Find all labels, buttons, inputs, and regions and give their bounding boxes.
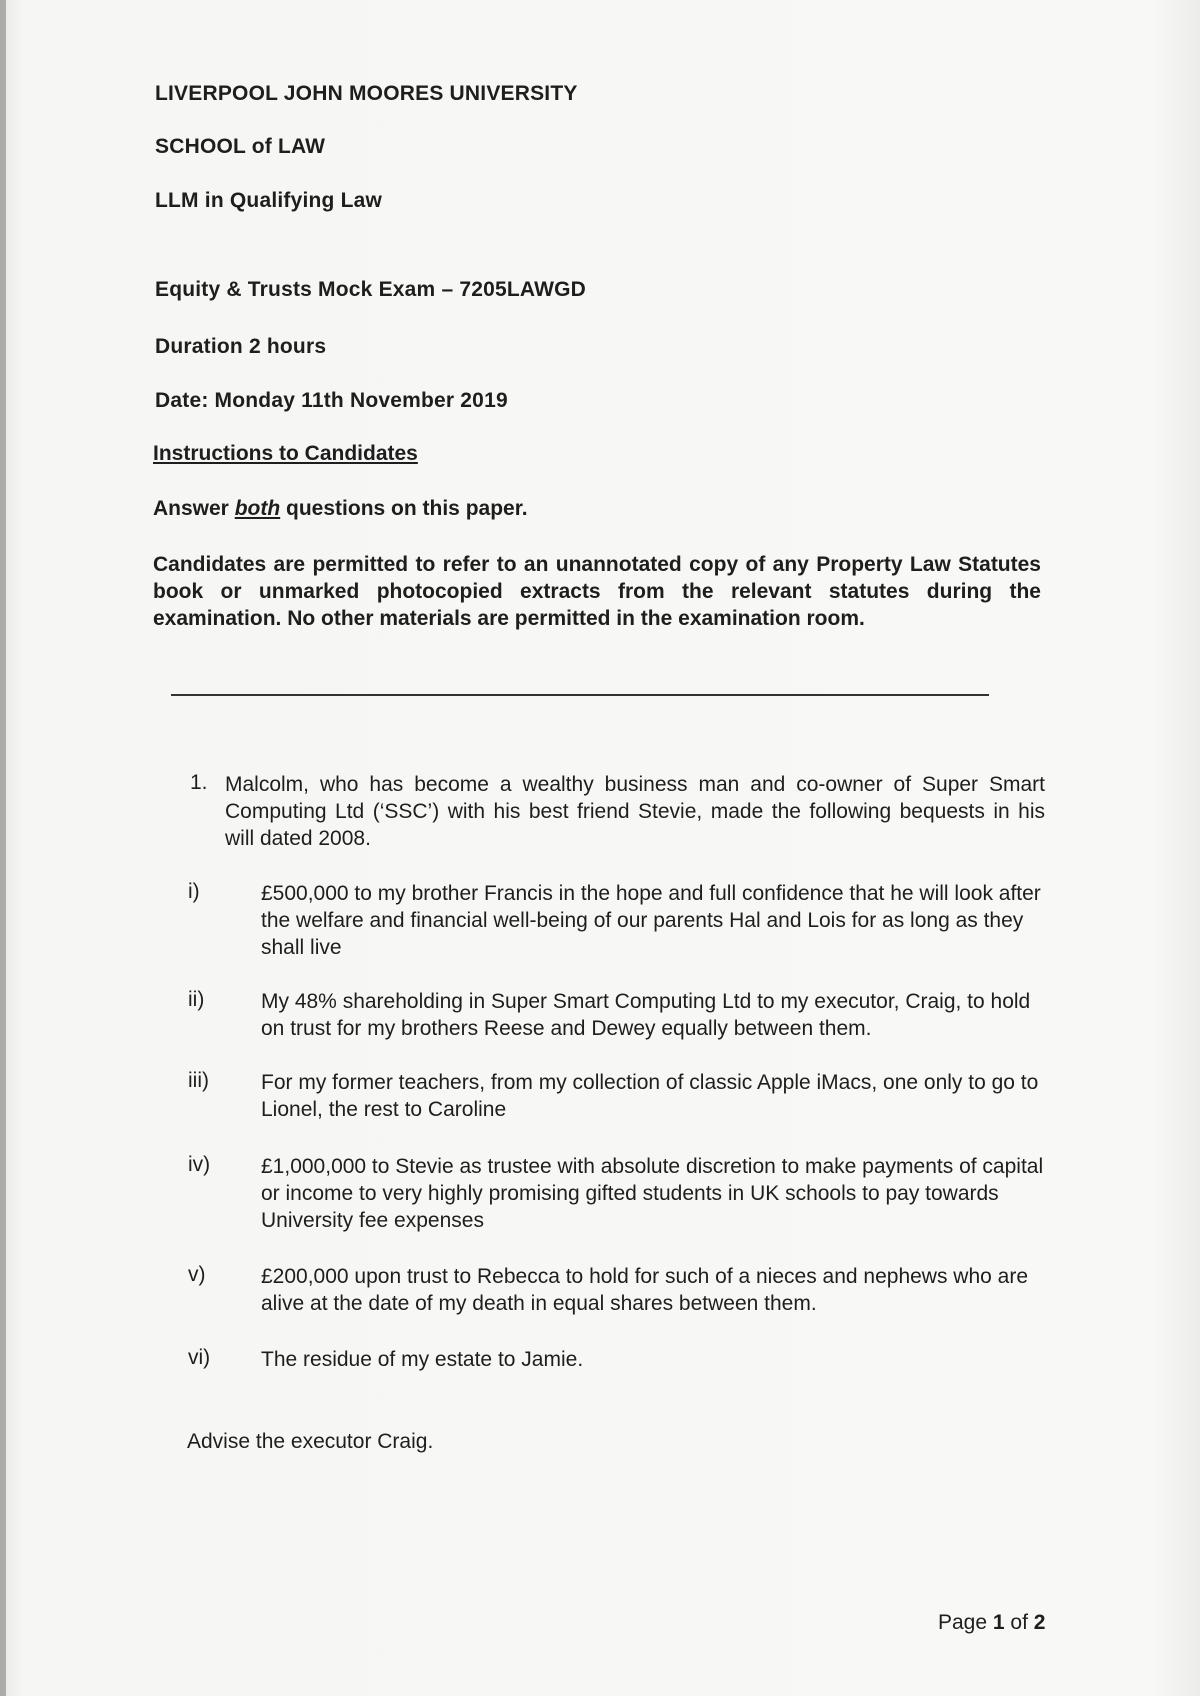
item-label: i)	[188, 880, 200, 903]
question-text: Malcolm, who has become a wealthy business man and co-owner of Super Smart Computing Ltd (‘SSC’) with his best friend Stevie, made the following bequests in his will dated 2008.	[225, 773, 1045, 850]
item-label: ii)	[188, 988, 205, 1011]
page-number	[938, 1611, 1045, 1635]
page-prefix: Page	[938, 1611, 993, 1634]
answer-pre: Answer	[153, 497, 235, 520]
item-text: £500,000 to my brother Francis in the hope and full confidence that he will look after the welfare and financial well-being of our parents Hal and Lois for as long as they shall live	[261, 882, 1041, 959]
school-name: SCHOOL of LAW	[155, 135, 326, 158]
item-text: My 48% shareholding in Super Smart Computing Ltd to my executor, Craig, to hold on trust for my brothers Reese and Dewey equally between them.	[261, 990, 1031, 1040]
university-name: LIVERPOOL JOHN MOORES UNIVERSITY	[155, 82, 578, 105]
exam-title: Equity & Trusts Mock Exam – 7205LAWGD	[155, 278, 587, 301]
page-of: of	[1004, 1611, 1034, 1634]
answer-emphasis: both	[234, 497, 281, 520]
item-text: £200,000 upon trust to Rebecca to hold for such of a nieces and nephews who are alive at the date of my death in equal shares between them.	[261, 1265, 1029, 1315]
item-label: iii)	[188, 1069, 209, 1092]
exam-duration: Duration 2 hours	[155, 335, 327, 358]
materials-instruction: Candidates are permitted to refer to an unannotated copy of any Property Law Statutes book or unmarked photocopied extracts from the relevant statutes during the examination. No other materials are permitted in the examination room.	[153, 553, 1041, 630]
item-label: iv)	[188, 1153, 211, 1176]
item-text: The residue of my estate to Jamie.	[261, 1348, 584, 1371]
item-label: vi)	[188, 1346, 211, 1369]
divider-line	[171, 694, 989, 696]
item-label: v)	[188, 1263, 206, 1286]
item-text: £1,000,000 to Stevie as trustee with absolute discretion to make payments of capital or income to very highly promising gifted students in UK schools to pay towards University fee expenses	[261, 1155, 1044, 1232]
page-total: 2	[1033, 1611, 1046, 1634]
answer-instruction	[153, 497, 528, 521]
page-current: 1	[992, 1611, 1005, 1634]
answer-post: questions on this paper.	[280, 497, 528, 520]
advise-instruction: Advise the executor Craig.	[187, 1430, 434, 1453]
exam-date: Date: Monday 11th November 2019	[155, 389, 508, 412]
question-number: 1.	[190, 771, 208, 794]
item-text: For my former teachers, from my collection of classic Apple iMacs, one only to go to Lionel, the rest to Caroline	[261, 1071, 1039, 1121]
programme-name: LLM in Qualifying Law	[155, 189, 383, 212]
instructions-heading: Instructions to Candidates	[153, 442, 418, 465]
page-edge-shadow	[0, 0, 6, 1696]
